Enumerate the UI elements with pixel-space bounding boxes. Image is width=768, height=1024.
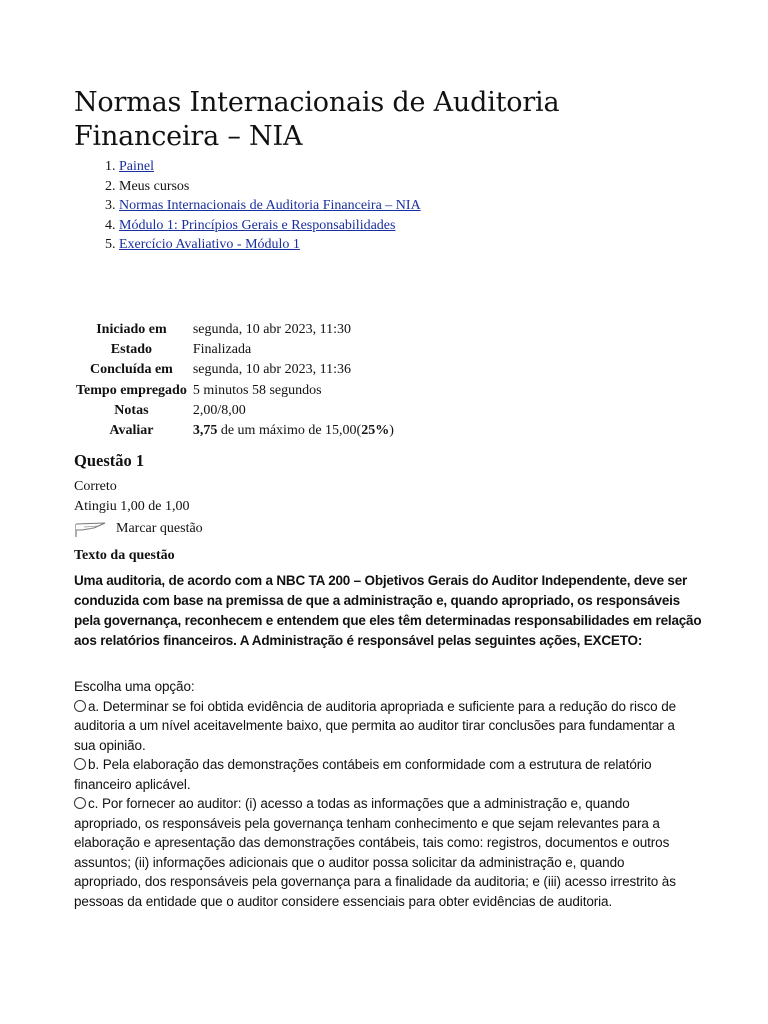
option-text: b. Pela elaboração das demonstrações contábeis em conformidade com a estrutura de relatório financeiro aplicável. bbox=[74, 757, 652, 792]
summary-value: segunda, 10 abr 2023, 11:36 bbox=[192, 362, 351, 378]
breadcrumb-item-meus-cursos: 2. Meus cursos bbox=[119, 177, 421, 197]
breadcrumb-item-course[interactable] bbox=[119, 196, 421, 216]
radio-icon[interactable] bbox=[74, 797, 86, 809]
summary-label: Concluída em bbox=[90, 362, 173, 378]
flag-label: Marcar questão bbox=[116, 521, 203, 536]
breadcrumb-item-module[interactable] bbox=[119, 216, 421, 236]
flag-icon bbox=[74, 521, 108, 537]
question-mark: Atingiu 1,00 de 1,00 bbox=[74, 498, 190, 514]
breadcrumb-link[interactable]: Painel bbox=[119, 159, 154, 174]
question-title: Questão 1 bbox=[74, 451, 145, 470]
grade-end: ) bbox=[389, 423, 394, 439]
radio-icon[interactable] bbox=[74, 700, 86, 712]
summary-value: 5 minutos 58 segundos bbox=[192, 382, 322, 398]
option-text: a. Determinar se foi obtida evidência de auditoria apropriada e suficiente para a redução do risco de auditoria a um nível aceitavelmente baixo, que permita ao auditor tirar conclusões para fundamentar a sua opinião. bbox=[74, 698, 677, 753]
summary-label: Estado bbox=[110, 342, 153, 358]
breadcrumb-item-quiz[interactable] bbox=[119, 235, 421, 255]
question-info bbox=[74, 477, 190, 516]
answer-block bbox=[74, 677, 694, 911]
attempt-summary-table bbox=[74, 320, 394, 441]
breadcrumb-link[interactable]: Exercício Avaliativo - Módulo 1 bbox=[119, 237, 300, 252]
summary-value bbox=[191, 421, 394, 441]
summary-label: Tempo empregado bbox=[76, 382, 187, 398]
summary-row-completed bbox=[74, 360, 394, 380]
question-text: Uma auditoria, de acordo com a NBC TA 200 – Objetivos Gerais do Auditor Independente, deve ser conduzida com base na premissa de que a administração e, quando apropriado, os responsáveis pela governança, reconhecem e entendem que eles têm determinadas responsabilidades em relação aos relatórios financeiros. A Administração é responsável pelas seguintes ações, EXCETO: bbox=[74, 573, 702, 648]
summary-label: Notas bbox=[114, 402, 149, 418]
radio-icon[interactable] bbox=[74, 758, 86, 770]
grade-percent: 25% bbox=[361, 423, 390, 439]
answer-option-a[interactable] bbox=[74, 697, 694, 756]
breadcrumb-link[interactable]: Normas Internacionais de Auditoria Financeira – NIA bbox=[119, 198, 421, 213]
summary-value: 2,00/8,00 bbox=[192, 402, 246, 418]
summary-row-time bbox=[74, 381, 394, 401]
summary-row-started bbox=[74, 320, 394, 340]
summary-row-marks bbox=[74, 401, 394, 421]
question-text-label: Texto da questão bbox=[74, 548, 175, 563]
breadcrumb bbox=[74, 157, 421, 255]
summary-row-grade bbox=[74, 421, 394, 441]
question-status: Correto bbox=[74, 479, 117, 494]
flag-question-toggle[interactable] bbox=[74, 516, 203, 542]
breadcrumb-link[interactable]: Módulo 1: Princípios Gerais e Responsabilidades bbox=[119, 217, 396, 233]
page-title: Normas Internacionais de Auditoria Financeira – NIA bbox=[74, 87, 560, 152]
answer-option-c[interactable] bbox=[74, 794, 694, 911]
choose-label: Escolha uma opção: bbox=[74, 679, 195, 694]
summary-value: segunda, 10 abr 2023, 11:30 bbox=[192, 322, 351, 338]
grade-score: 3,75 bbox=[192, 423, 218, 439]
answer-option-b[interactable] bbox=[74, 755, 694, 794]
summary-label: Iniciado em bbox=[96, 322, 167, 338]
summary-value: Finalizada bbox=[192, 342, 252, 358]
option-text: c. Por fornecer ao auditor: (i) acesso a todas as informações que a administração e, quando apropriado, os responsáveis pela governança tenham conhecimento e que sejam relevantes para a elaboração e apresentação das demonstrações contábeis, tais como: registros, documentos e outros assuntos; (ii) informações adicionais que o auditor possa solicitar da administração e, quando apropriado, dos responsáveis pela governança para a finalidade da auditoria; e (iii) acesso irrestrito às pessoas da entidade que o auditor considere essenciais para obter evidências de auditoria. bbox=[74, 796, 676, 909]
summary-label: Avaliar bbox=[109, 423, 154, 439]
breadcrumb-item-painel[interactable] bbox=[119, 157, 421, 177]
summary-row-state bbox=[74, 340, 394, 360]
grade-middle: de um máximo de 15,00( bbox=[217, 423, 362, 439]
